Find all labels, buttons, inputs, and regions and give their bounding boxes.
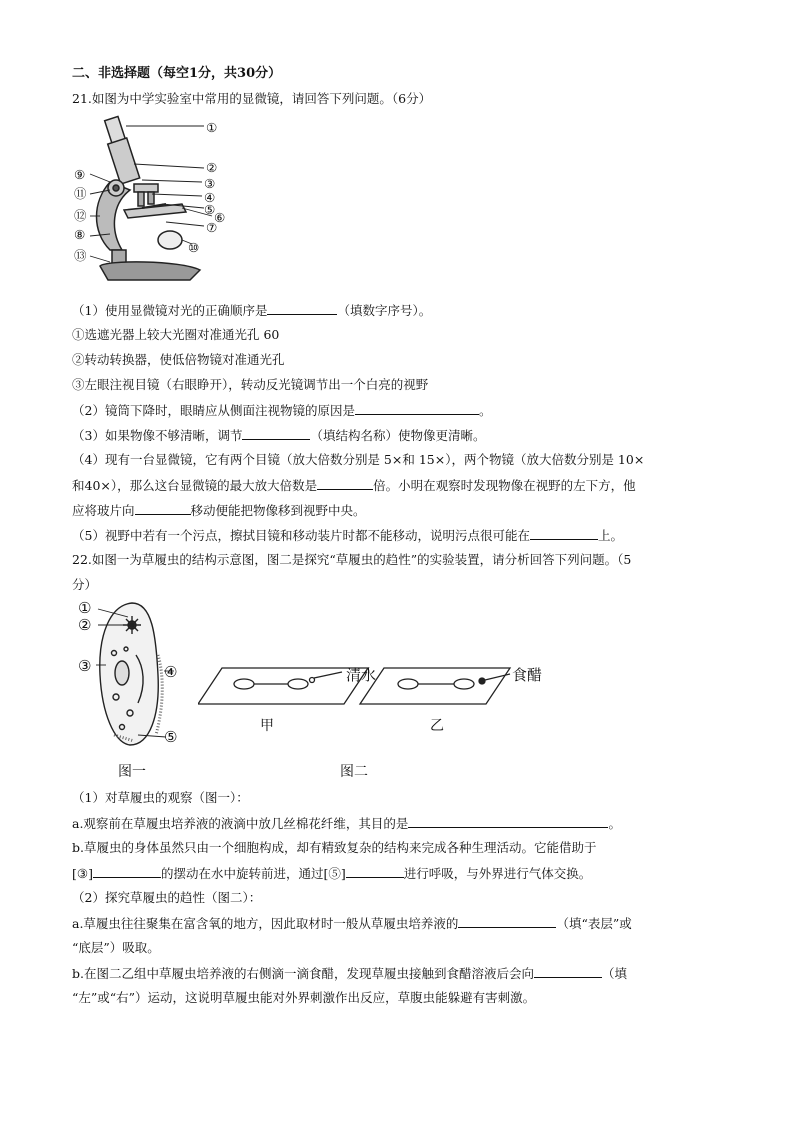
q22-part2b-text: b.在图二乙组中草履虫培养液的右侧滴一滴食醋，发现草履虫接触到食醋溶液后会向 <box>72 966 534 981</box>
q21-option-1: ①选遮光器上较大光圈对准通光孔 60 <box>72 327 280 342</box>
q21-part1-suffix: （填数字序号）。 <box>337 303 432 318</box>
q22-part1a <box>72 815 621 832</box>
microscope-label-10: ⑩ <box>188 240 200 255</box>
q22-part2a-suffix: （填“表层”或 <box>556 916 632 931</box>
q21-part5-text: （5）视野中若有一个污点，擦拭目镜和移动装片时都不能移动，说明污点很可能在 <box>72 528 530 543</box>
q21-part4-line3 <box>72 502 366 519</box>
q22-part2a-line2: “底层”）吸取。 <box>72 940 160 955</box>
q22-part1b-line1: b.草履虫的身体虽然只由一个细胞构成，却有精致复杂的结构来完成各种生理活动。它能借助于 <box>72 840 597 855</box>
q21-part5 <box>72 527 623 544</box>
q21-part1 <box>72 302 431 319</box>
q21-part3-suffix: （填结构名称）使物像更清晰。 <box>310 428 486 443</box>
microscope-label-12: ⑫ <box>74 208 87 223</box>
q21-part3-text: （3）如果物像不够清晰，调节 <box>72 428 243 443</box>
q21-part2 <box>72 402 491 419</box>
microscope-label-11: ⑪ <box>74 186 87 201</box>
q22-part1b-blank-2[interactable] <box>346 865 404 878</box>
q21-part4-blank-1[interactable] <box>317 477 373 490</box>
microscope-label-13: ⑬ <box>74 248 87 263</box>
microscope-label-8: ⑧ <box>74 227 86 242</box>
q21-part1-blank[interactable] <box>267 302 337 315</box>
figure2-caption: 图二 <box>340 764 368 780</box>
q21-stem: 21.如图为中学实验室中常用的显微镜，请回答下列问题。（6分） <box>72 91 432 106</box>
q22-part2a <box>72 915 632 932</box>
q22-part1b-line2 <box>72 865 591 882</box>
paramecium-label-1: ① <box>78 599 92 617</box>
q21-part3 <box>72 427 485 444</box>
q22-part1a-text: a.观察前在草履虫培养液的液滴中放几丝棉花纤维，其目的是 <box>72 816 409 831</box>
q22-part2b-suffix: （填 <box>601 966 627 981</box>
q21-part2-text: （2）镜筒下降时，眼睛应从侧面注视物镜的原因是 <box>72 403 355 418</box>
q22-part1b-mid: 的摆动在水中旋转前进，通过[⑤] <box>160 866 346 881</box>
q22-part1b-blank-1[interactable] <box>93 865 161 878</box>
slides-diagram <box>198 660 558 716</box>
microscope-label-3: ③ <box>204 176 216 191</box>
q21-part2-suffix: 。 <box>478 403 492 418</box>
q22-part1b-ref3: [③] <box>72 866 93 881</box>
q21-part4-line1: （4）现有一台显微镜，它有两个目镜（放大倍数分别是 5×和 15×），两个物镜（放大倍数分别是 10× <box>72 452 645 467</box>
slide-a-name: 甲 <box>260 718 274 734</box>
microscope-label-2: ② <box>206 160 218 175</box>
q21-part1-text: （1）使用显微镜对光的正确顺序是 <box>72 303 268 318</box>
q22-part2a-blank[interactable] <box>458 915 556 928</box>
q22-part2b <box>72 965 627 982</box>
paramecium-label-5: ⑤ <box>164 728 178 746</box>
paramecium-label-4: ④ <box>164 663 178 681</box>
q21-part2-blank[interactable] <box>355 402 479 415</box>
q21-part4-line2 <box>72 477 636 494</box>
microscope-label-5: ⑤ <box>204 202 216 217</box>
q22-part1a-blank[interactable] <box>408 815 608 828</box>
paramecium-label-3: ③ <box>78 657 92 675</box>
microscope-label-1: ① <box>206 120 218 135</box>
q22-part2b-blank[interactable] <box>534 965 602 978</box>
microscope-label-7: ⑦ <box>206 220 218 235</box>
section-title: 二、非选择题（每空1分，共30分） <box>72 66 282 81</box>
q21-part3-blank[interactable] <box>242 427 310 440</box>
microscope-label-9: ⑨ <box>74 167 86 182</box>
paramecium-label-2: ② <box>78 616 92 634</box>
q21-part5-suffix: 上。 <box>597 528 623 543</box>
q22-stem-line2: 分） <box>72 577 98 592</box>
figure1-caption: 图一 <box>118 764 146 780</box>
q21-part4-text: 和40×），那么这台显微镜的最大放大倍数是 <box>72 478 318 493</box>
q22-part2a-text: a.草履虫往往聚集在富含氧的地方，因此取材时一般从草履虫培养液的 <box>72 916 459 931</box>
microscope-label-6: ⑥ <box>214 210 226 225</box>
microscope-label-4: ④ <box>204 190 216 205</box>
slide-a-label: 清水 <box>346 666 377 684</box>
q22-part1-title: （1）对草履虫的观察（图一）： <box>72 790 249 805</box>
q21-part5-blank[interactable] <box>530 527 598 540</box>
q22-stem-line1: 22.如图一为草履虫的结构示意图，图二是探究“草履虫的趋性”的实验装置，请分析回答下列问题。（5 <box>72 552 632 567</box>
q21-part4-text-2: 倍。小明在观察时发现物像在视野的左下方，他 <box>373 478 636 493</box>
slide-b-name: 乙 <box>430 718 444 734</box>
q21-part4-text-3: 应将玻片向 <box>72 503 135 518</box>
q21-option-3: ③左眼注视目镜（右眼睁开），转动反光镜调节出一个白亮的视野 <box>72 377 429 392</box>
q21-part4-text-4: 移动便能把物像移到视野中央。 <box>190 503 366 518</box>
slide-b-label: 食醋 <box>512 666 543 684</box>
q22-part1a-suffix: 。 <box>608 816 621 831</box>
q22-part2-title: （2）探究草履虫的趋性（图二）： <box>72 890 262 905</box>
q22-part1b-suffix: 进行呼吸，与外界进行气体交换。 <box>403 866 592 881</box>
q22-part2b-line2: “左”或“右”）运动，这说明草履虫能对外界刺激作出反应，草腹虫能躲避有害刺激。 <box>72 990 536 1005</box>
q21-option-2: ②转动转换器，使低倍物镜对准通光孔 <box>72 352 285 367</box>
q21-part4-blank-2[interactable] <box>135 502 191 515</box>
